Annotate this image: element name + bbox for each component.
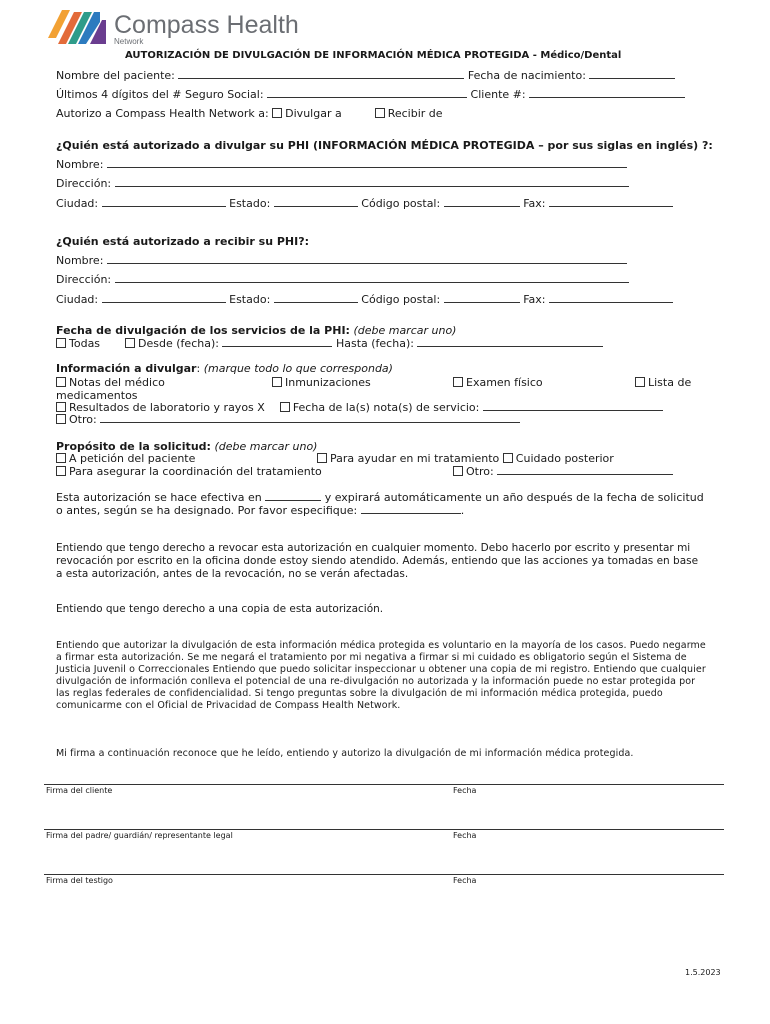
- patient-request-label: A petición del paciente: [69, 452, 196, 465]
- dates-note: (debe marcar uno): [353, 324, 457, 337]
- all-dates-label: Todas: [69, 337, 101, 350]
- purpose-opt-treatment: [317, 452, 614, 465]
- discloser-address-label: Dirección:: [56, 177, 112, 190]
- dates-row: [56, 337, 603, 350]
- aftercare-label: Cuidado posterior: [515, 452, 614, 465]
- coordination-checkbox[interactable]: [56, 466, 66, 476]
- receiver-fax-label: Fax:: [523, 293, 546, 306]
- receiver-state-label: Estado:: [229, 293, 271, 306]
- info-row-other: [56, 413, 520, 426]
- patient-name-label: Nombre del paciente:: [56, 69, 175, 82]
- receiver-address-field[interactable]: [115, 273, 629, 283]
- expiration-field[interactable]: [361, 504, 461, 514]
- discloser-state-field[interactable]: [274, 197, 358, 207]
- discloser-address-field[interactable]: [115, 177, 629, 187]
- discloser-heading: ¿Quién está autorizado a divulgar su PHI (INFORMACIÓN MÉDICA PROTEGIDA – por sus siglas en inglés) ?:: [56, 139, 713, 152]
- receive-checkbox[interactable]: [375, 108, 385, 118]
- med-list-label-cont: medicamentos: [56, 389, 138, 402]
- to-date-field[interactable]: [417, 337, 603, 347]
- info-heading: Información a divulgar: [56, 362, 197, 375]
- effective-line-2: o antes, según se ha designado. Por favor especifique: .: [56, 504, 465, 517]
- effective-text-a: Esta autorización se hace efectiva en: [56, 491, 262, 504]
- patient-name-field[interactable]: [178, 69, 464, 79]
- form-title: AUTORIZACIÓN DE DIVULGACIÓN DE INFORMACIÓN MÉDICA PROTEGIDA - Médico/Dental: [125, 50, 622, 61]
- patient-request-checkbox[interactable]: [56, 453, 66, 463]
- discloser-zip-field[interactable]: [444, 197, 520, 207]
- logo-name: Compass Health: [114, 11, 299, 39]
- discloser-state-label: Estado:: [229, 197, 271, 210]
- client-signature-line[interactable]: [44, 784, 724, 785]
- service-date-label: Fecha de la(s) nota(s) de servicio:: [292, 401, 480, 414]
- guardian-signature-label: Firma del padre/ guardián/ representante legal: [46, 831, 233, 840]
- witness-signature-label: Firma del testigo: [46, 876, 113, 885]
- receiver-city-label: Ciudad:: [56, 293, 99, 306]
- info-opt-physician-notes: [56, 376, 165, 389]
- dates-heading-row: [56, 324, 456, 337]
- logo-mark-icon: [48, 8, 108, 46]
- physical-exam-label: Examen físico: [466, 376, 543, 389]
- info-other-field[interactable]: [100, 413, 520, 423]
- treatment-help-checkbox[interactable]: [317, 453, 327, 463]
- authorize-label: Autorizo a Compass Health Network a:: [56, 107, 269, 120]
- purpose-opt-patient: [56, 452, 195, 465]
- purpose-opt-other: [453, 465, 673, 478]
- treatment-help-label: Para ayudar en mi tratamiento: [330, 452, 500, 465]
- purpose-other-field[interactable]: [497, 465, 673, 475]
- receiver-name-field[interactable]: [107, 254, 627, 264]
- patient-row-1: [56, 69, 675, 82]
- discloser-city-label: Ciudad:: [56, 197, 99, 210]
- discloser-name-label: Nombre:: [56, 158, 104, 171]
- purpose-note: (debe marcar uno): [214, 440, 318, 453]
- discloser-city-field[interactable]: [102, 197, 226, 207]
- purpose-other-label: Otro:: [466, 465, 494, 478]
- receiver-fax-field[interactable]: [549, 293, 673, 303]
- purpose-heading: Propósito de la solicitud:: [56, 440, 211, 453]
- effective-date-field[interactable]: [265, 491, 321, 501]
- witness-date-label: Fecha: [453, 876, 477, 885]
- receiver-name-label: Nombre:: [56, 254, 104, 267]
- to-date-label: Hasta (fecha):: [335, 337, 414, 350]
- disclose-option: Divulgar a: [285, 107, 342, 120]
- info-heading-row: Información a divulgar: (marque todo lo que corresponda): [56, 362, 393, 375]
- physical-exam-checkbox[interactable]: [453, 377, 463, 387]
- from-date-field[interactable]: [222, 337, 332, 347]
- receiver-name-row: [56, 254, 627, 267]
- client-signature-label: Firma del cliente: [46, 786, 113, 795]
- med-list-label: Lista de: [648, 376, 692, 389]
- dob-field[interactable]: [589, 69, 675, 79]
- discloser-zip-label: Código postal:: [361, 197, 441, 210]
- discloser-address-row: [56, 177, 629, 190]
- lab-xray-label: Resultados de laboratorio y rayos X: [69, 401, 265, 414]
- effective-line-1: [56, 491, 704, 504]
- purpose-opt-coordination: [56, 465, 322, 478]
- purpose-other-checkbox[interactable]: [453, 466, 463, 476]
- aftercare-checkbox[interactable]: [503, 453, 513, 463]
- discloser-fax-label: Fax:: [523, 197, 546, 210]
- receiver-zip-label: Código postal:: [361, 293, 441, 306]
- client-date-label: Fecha: [453, 786, 477, 795]
- guardian-date-label: Fecha: [453, 831, 477, 840]
- service-date-field[interactable]: [483, 401, 663, 411]
- receive-option: Recibir de: [387, 107, 443, 120]
- discloser-name-row: [56, 158, 627, 171]
- info-opt-med-list: [635, 376, 691, 389]
- dates-heading: Fecha de divulgación de los servicios de la PHI:: [56, 324, 350, 337]
- info-note: (marque todo lo que corresponda): [203, 362, 393, 375]
- effective-text-c: o antes, según se ha designado. Por favor especifique:: [56, 504, 358, 517]
- copy-paragraph: Entiendo que tengo derecho a una copia de esta autorización.: [56, 603, 384, 615]
- voluntary-paragraph: Entiendo que autorizar la divulgación de esta información médica protegida es voluntario en la mayoría de los casos. Puedo negarme a firmar esta autorización. Se me negará el tratamiento por mi negativa a firmar si mi cuidado es obligatorio según el Sistema de Justicia Juvenil o Correccionales Entiendo que puedo solicitar inspeccionar u obtener una copia de mi registro. Entiendo que cualquier divulgación de información conlleva el potencial de una re-divulgación no autorizada y la información puede no estar protegida por las reglas federales de confidencialidad. Si tengo preguntas sobre la divulgación de mi información médica protegida, puedo comunicarme con el Oficial de Privacidad de Compass Health Network.: [56, 640, 706, 711]
- signature-ack-paragraph: Mi firma a continuación reconoce que he leído, entiendo y autorizo la divulgación de mi información médica protegida.: [56, 748, 634, 759]
- version-label: 1.5.2023: [685, 968, 721, 977]
- lab-xray-checkbox[interactable]: [56, 402, 66, 412]
- ssn-label: Últimos 4 dígitos del # Seguro Social:: [56, 88, 264, 101]
- witness-signature-line[interactable]: [44, 874, 724, 875]
- from-date-checkbox[interactable]: [125, 338, 135, 348]
- receiver-address-label: Dirección:: [56, 273, 112, 286]
- physician-notes-label: Notas del médico: [69, 376, 165, 389]
- dob-label: Fecha de nacimiento:: [467, 69, 586, 82]
- ssn-field[interactable]: [267, 88, 467, 98]
- client-label: Cliente #:: [470, 88, 526, 101]
- med-list-checkbox[interactable]: [635, 377, 645, 387]
- discloser-fax-field[interactable]: [549, 197, 673, 207]
- discloser-city-row: [56, 197, 673, 210]
- receiver-state-field[interactable]: [274, 293, 358, 303]
- receiver-city-field[interactable]: [102, 293, 226, 303]
- patient-row-3: [56, 107, 443, 120]
- revoke-paragraph: Entiendo que tengo derecho a revocar esta autorización en cualquier momento. Debo hacerlo por escrito y presentar mi revocación por escrito en la oficina donde estoy siendo atendido. Además, entiendo que las acciones ya tomadas en base a esta autorización, antes de la revocación, no se verán afectadas.: [56, 542, 699, 580]
- patient-row-2: [56, 88, 685, 101]
- effective-text-b: y expirará automáticamente un año después de la fecha de solicitud: [324, 491, 704, 504]
- discloser-name-field[interactable]: [107, 158, 627, 168]
- receiver-city-row: [56, 293, 673, 306]
- info-opt-physical-exam: [453, 376, 543, 389]
- service-date-checkbox[interactable]: [280, 402, 290, 412]
- disclose-checkbox[interactable]: [272, 108, 282, 118]
- info-other-checkbox[interactable]: [56, 414, 66, 424]
- immunizations-label: Inmunizaciones: [285, 376, 371, 389]
- physician-notes-checkbox[interactable]: [56, 377, 66, 387]
- all-dates-checkbox[interactable]: [56, 338, 66, 348]
- immunizations-checkbox[interactable]: [272, 377, 282, 387]
- coordination-label: Para asegurar la coordinación del tratamiento: [69, 465, 322, 478]
- receiver-address-row: [56, 273, 629, 286]
- info-other-label: Otro:: [69, 413, 97, 426]
- from-date-label: Desde (fecha):: [138, 337, 219, 350]
- receiver-heading: ¿Quién está autorizado a recibir su PHI?:: [56, 235, 309, 248]
- logo-sub: Network: [114, 37, 144, 46]
- client-field[interactable]: [529, 88, 685, 98]
- guardian-signature-line[interactable]: [44, 829, 724, 830]
- info-opt-immunizations: [272, 376, 371, 389]
- receiver-zip-field[interactable]: [444, 293, 520, 303]
